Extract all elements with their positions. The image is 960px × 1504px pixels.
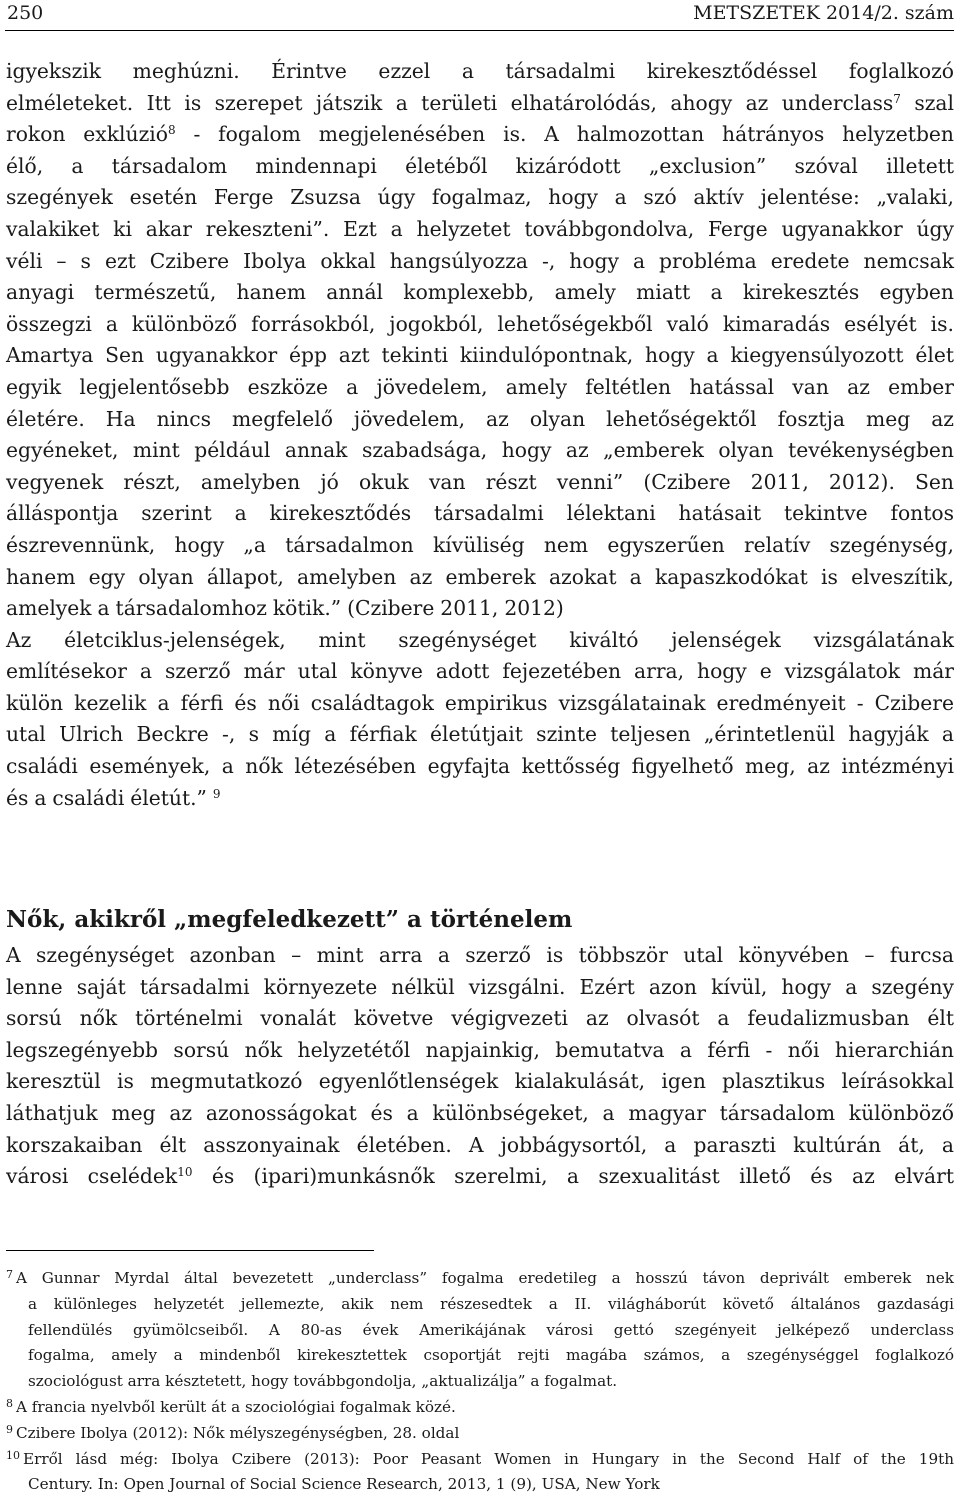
- text-line: szegények esetén Ferge Zsuzsa úgy fogalmaz, hogy a szó aktív jelentése: „valaki,: [6, 185, 954, 210]
- text-line: A szegénységet azonban – mint arra a szerző is többször utal könyvében – furcsa: [6, 943, 954, 967]
- text-segment: és a családi életút.”: [6, 785, 207, 810]
- footnote-text: A francia nyelvből került át a szociológiai fogalmak közé.: [16, 1397, 456, 1416]
- text-line: sorsú nők történelmi vonalát követve végigvezeti az olvasót a feudalizmusban élt: [6, 1006, 954, 1031]
- text-line: Amartya Sen ugyanakkor épp azt tekinti kiindulópontnak, hogy a kiegyensúlyozott élet: [6, 343, 954, 368]
- text-line: élő, a társadalom mindennapi életéből kizáródott „exclusion” szóval illetett: [6, 153, 954, 178]
- footnote-line: szociológust arra késztetett, hogy továbbgondolja, „aktualizálja” a fogalmat.: [28, 1372, 618, 1391]
- text-line: elméleteket. Itt is szerepet játszik a területi elhatárolódás, ahogy az underclass$^7$ szal: [6, 90, 954, 115]
- footnote-ref[interactable]: 8: [167, 123, 176, 138]
- footnote: [6, 1266, 954, 1395]
- text-line: észrevennünk, hogy „a társadalmon kívüliség nem egyszerűen relatív szegénység,: [6, 532, 954, 557]
- footnote-line: a különleges helyzetét jellemezte, akik nem részesedtek a II. világháborút követő általános gazdasági: [28, 1294, 954, 1313]
- text-segment: elméleteket. Itt is szerepet játszik a területi elhatárolódás, ahogy az underclass: [6, 90, 894, 115]
- page-number: 250: [7, 2, 44, 24]
- text-line: egyéneket, mint például annak szabadsága, hogy az „emberek olyan tevékenységben: [6, 438, 954, 463]
- footnote-line: [6, 1266, 954, 1292]
- footnote-number: 10: [6, 1448, 20, 1462]
- text-line: [6, 783, 954, 815]
- text-line: vegyenek részt, amelyben jó okuk van részt venni” (Czibere 2011, 2012). Sen: [6, 469, 954, 494]
- text-line: életére. Ha nincs megfelelő jövedelem, az olyan lehetőségektől fosztja meg az: [6, 406, 954, 431]
- text-line: utal Ulrich Beckre -, s míg a férfiak életútjait szinte teljesen „érintetlenül hagyják a: [6, 722, 954, 747]
- text-line: valakiket ki akar rekeszteni”. Ezt a helyzetet továbbgondolva, Ferge ugyanakkor úgy: [6, 216, 954, 241]
- footnotes: [6, 1266, 954, 1498]
- text-segment: városi cselédek: [6, 1164, 178, 1189]
- text-segment: - fogalom megjelenésében is. A halmozottan hátrányos helyzetben: [193, 122, 954, 147]
- text-line: említésekor a szerző már utal könyve adott fejezetében arra, hogy e vizsgálatok már: [6, 659, 954, 684]
- text-line: családi események, a nők létezésében egyfajta kettősség figyelhető meg, az intézményi: [6, 754, 954, 779]
- footnote-text: Erről lásd még: Ibolya Czibere (2013): Poor Peasant Women in Hungary in the Second Half of the 19th: [23, 1449, 954, 1468]
- text-line: legszegényebb sorsú nők helyzetétől napjainkig, bemutatva a férfi - női hierarchián: [6, 1037, 954, 1062]
- footnote-line: Century. In: Open Journal of Social Science Research, 2013, 1 (9), USA, New York: [28, 1475, 660, 1494]
- section-paragraph: [6, 940, 954, 1193]
- text-line: amelyek a társadalomhoz kötik.” (Czibere 2011, 2012): [6, 596, 564, 621]
- footnote-line: [6, 1421, 954, 1447]
- footnote-text: Czibere Ibolya (2012): Nők mélyszegénységben, 28. oldal: [16, 1423, 460, 1442]
- text-line: hanem egy olyan állapot, amelyben az emberek azokat a kapaszkodókat is elveszítik,: [6, 564, 954, 589]
- text-line: [6, 119, 954, 151]
- running-header: [5, 0, 954, 31]
- footnote-number: 8: [6, 1396, 13, 1410]
- text-line: anyagi természetű, hanem annál komplexebb, amely miatt a kirekesztés egyben: [6, 280, 954, 305]
- text-line: korszakaiban élt asszonyainak életében. A jobbágysortól, a paraszti kultúrán át, a: [6, 1132, 954, 1157]
- footnote-number: 9: [6, 1422, 13, 1436]
- text-line: egyik legjelentősebb eszköze a jövedelem, amely feltétlen hatással van az ember: [6, 374, 954, 399]
- footnote-separator: [6, 1250, 374, 1251]
- footnote-line: [6, 1447, 954, 1473]
- text-line: [6, 1161, 954, 1193]
- footnote-line: fogalma, amely a mindenből kirekesztettek csoportját rejti magába számos, a szegénységgel foglalkozó: [28, 1346, 954, 1365]
- footnote-line: fellendülés gyümölcseiből. A 80-as évek Amerikájának városi gettó szegényeit jelképező underclass: [28, 1320, 954, 1339]
- section-heading: Nők, akikről „megfeledkezett” a történelem: [6, 906, 573, 933]
- body-paragraphs: [6, 56, 954, 814]
- footnote: [6, 1421, 954, 1447]
- text-line: keresztül is megmutatkozó egyenlőtlenségek kialakulását, igen plasztikus leírásokkal: [6, 1069, 954, 1094]
- text-line: igyekszik meghúzni. Érintve ezzel a társadalmi kirekesztődéssel foglalkozó: [6, 59, 954, 83]
- text-line: láthatjuk meg az azonosságokat és a különbségeket, a magyar társadalom különböző: [6, 1100, 954, 1125]
- footnote: [6, 1395, 954, 1421]
- text-line: összegzi a különböző forrásokból, jogokból, lehetőségekből való kimaradás esélyét is.: [6, 311, 954, 336]
- journal-title: METSZETEK 2014/2. szám: [693, 2, 954, 24]
- footnote-line: [6, 1395, 954, 1421]
- text-line: Az életciklus-jelenségek, mint szegénységet kiváltó jelenségek vizsgálatának: [6, 627, 954, 652]
- footnote-text: A Gunnar Myrdal által bevezetett „underclass” fogalma eredetileg a hosszú távon deprivált emberek nek: [16, 1269, 954, 1287]
- text-segment: és (ipari)munkásnők szerelmi, a szexualitást illető és az elvárt: [211, 1164, 954, 1189]
- footnote-ref[interactable]: 7: [893, 91, 901, 106]
- text-line: véli – s ezt Czibere Ibolya okkal hangsúlyozza -, hogy a probléma eredete nemcsak: [6, 248, 954, 273]
- footnote-ref[interactable]: 10: [177, 1165, 193, 1180]
- text-line: lenne saját társadalmi környezete nélkül vizsgálni. Ezért azon kívül, hogy a szegény: [6, 974, 954, 999]
- text-line: álláspontja szerint a kirekesztődés társadalmi lélektani hatásait tekintve fontos: [6, 501, 954, 526]
- text-line: külön kezelik a férfi és női családtagok empirikus vizsgálatainak eredményeit - Czibere: [6, 690, 954, 715]
- footnote-ref[interactable]: 9: [212, 786, 221, 801]
- text-segment: rokon exklúzió: [6, 122, 168, 147]
- footnote: [6, 1447, 954, 1499]
- footnote-number: 7: [6, 1268, 13, 1281]
